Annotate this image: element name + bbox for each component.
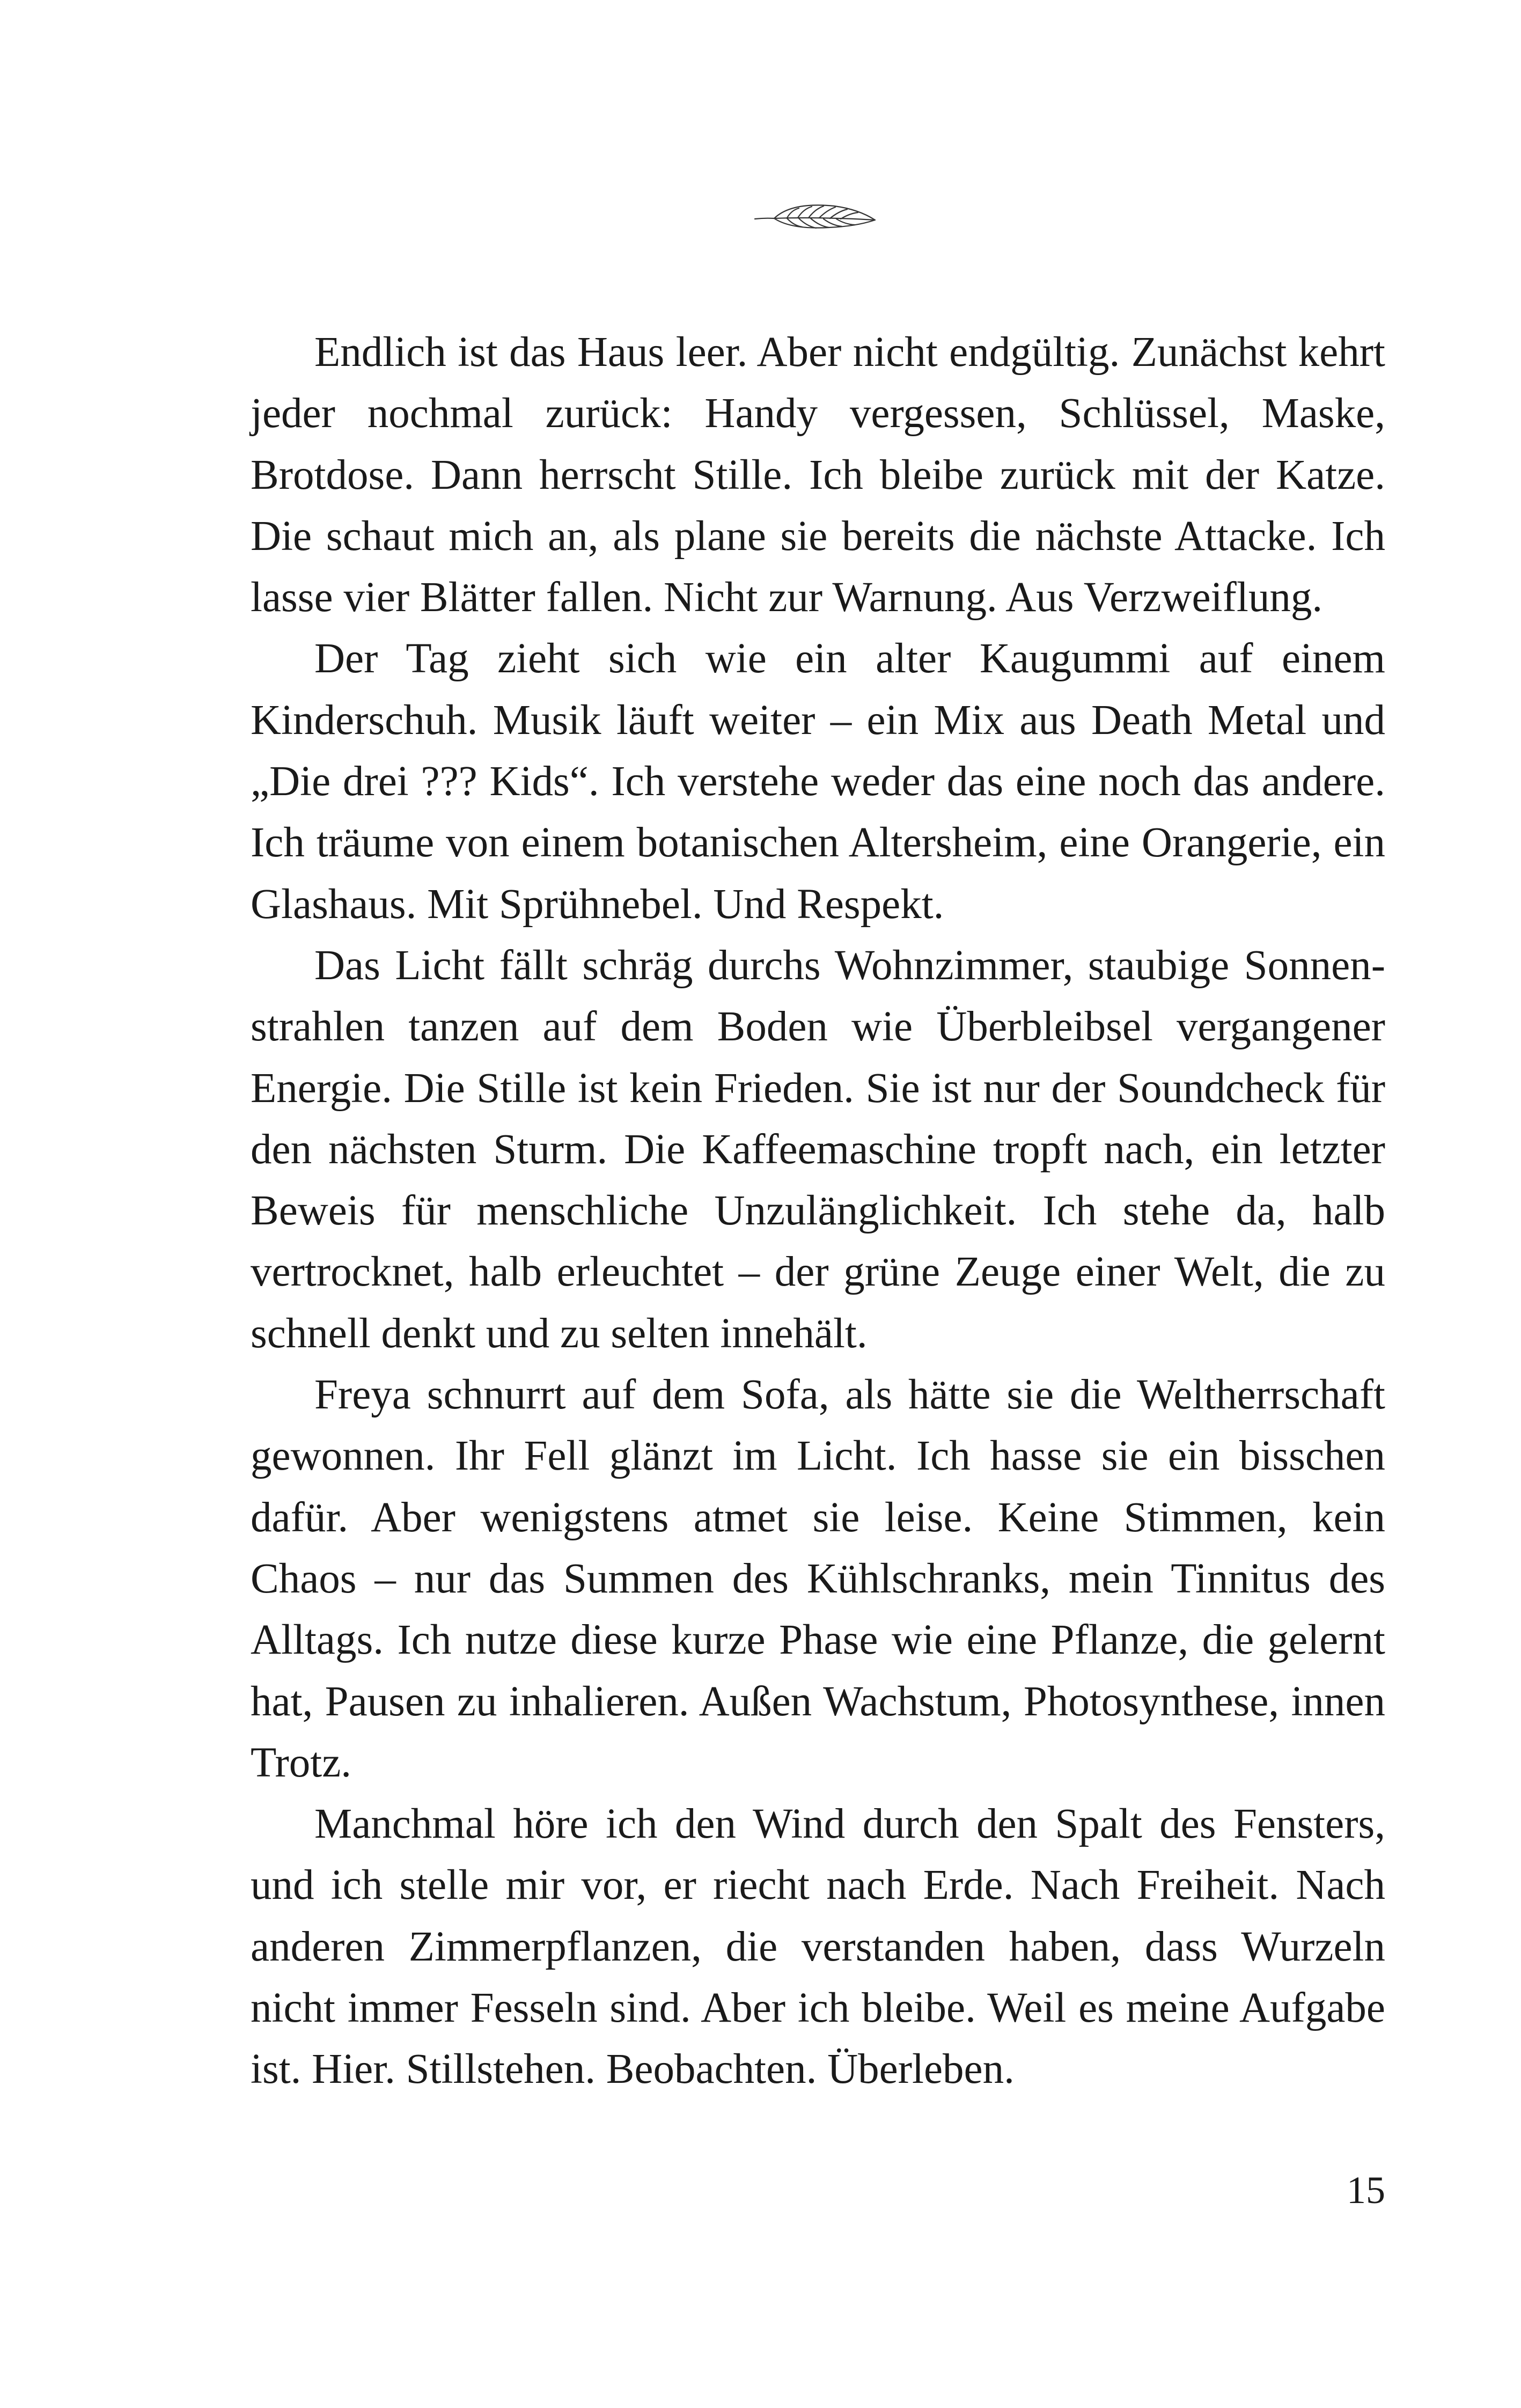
page-number: 15 — [1347, 2169, 1385, 2212]
paragraph-1: Endlich ist das Haus leer. Aber nicht endgültig. Zunächst kehrt jeder nochmal zurück: Handy vergessen, Schlüssel, Maske, Brotdose. Dann herrscht Stille. Ich bleibe zurück mit der Katze. Die schaut mich an, als plane sie bereits die nächste Attacke. Ich lasse vier Blätter fallen. Nicht zur Warnung. Aus Verzweiflung. — [251, 329, 1385, 621]
paragraph-4: Freya schnurrt auf dem Sofa, als hätte sie die Weltherrschaft gewonnen. Ihr Fell glänzt im Licht. Ich hasse sie ein bisschen dafür. Aber wenigstens atmet sie leise. Keine Stimmen, kein Chaos – nur das Summen des Kühlschranks, mein Tinnitus des Alltags. Ich nutze diese kurze Phase wie eine Pflanze, die gelernt hat, Pausen zu inhalieren. Außen Wachstum, Photosynthese, innen Trotz. — [251, 1371, 1385, 1786]
body-text — [251, 322, 1385, 2101]
paragraph-2: Der Tag zieht sich wie ein alter Kaugummi auf einem Kinderschuh. Musik läuft weiter – ein Mix aus Death Metal und „Die drei ??? Kids“. Ich verstehe weder das eine noch das andere. Ich träume von einem botanischen Altersheim, eine Orangerie, ein Glashaus. Mit Sprühnebel. Und Respekt. — [251, 635, 1385, 928]
leaf-icon — [754, 199, 877, 236]
paragraph-5: Manchmal höre ich den Wind durch den Spalt des Fensters, und ich stelle mir vor, er riecht nach Erde. Nach Freiheit. Nach anderen Zimmerpflanzen, die verstanden haben, dass Wurzeln nicht immer Fesseln sind. Aber ich bleibe. Weil es meine Aufgabe ist. Hier. Stillstehen. Beobachten. Überleben. — [251, 1801, 1385, 2093]
paragraph-3: Das Licht fällt schräg durchs Wohnzimmer, staubige Sonnenstrahlen tanzen auf dem Boden wie Überbleibsel vergangener Energie. Die Stille ist kein Frieden. Sie ist nur der Soundcheck für den nächsten Sturm. Die Kaffeemaschine tropft nach, ein letzter Beweis für menschliche Unzulänglichkeit. Ich stehe da, halb vertrocknet, halb erleuchtet – der grüne Zeuge einer Welt, die zu schnell denkt und zu selten innehält. — [251, 942, 1385, 1357]
